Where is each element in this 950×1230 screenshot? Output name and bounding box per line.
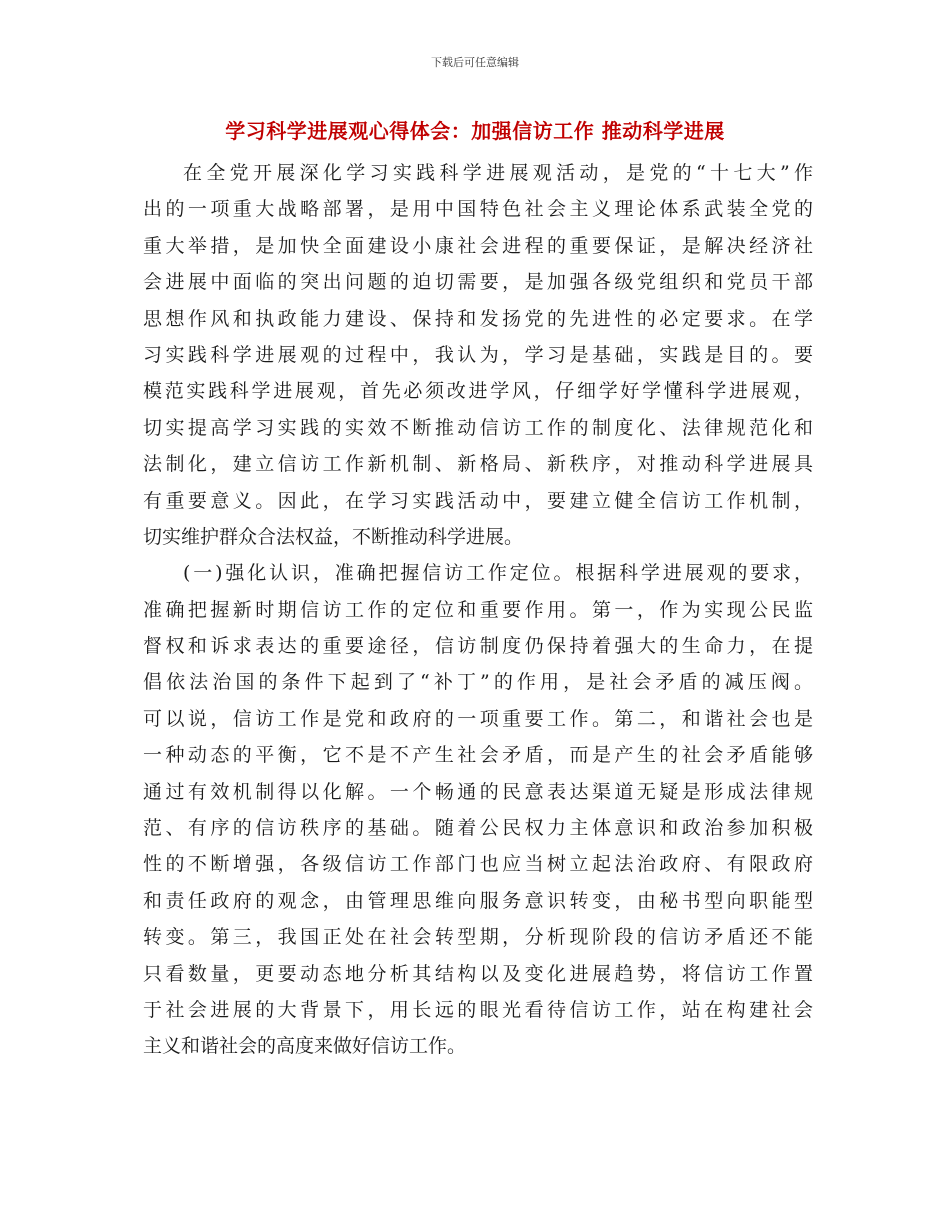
paragraph-1-line: 重大举措，是加快全面建设小康社会进程的重要保证，是解决经济社	[143, 234, 813, 257]
paragraph-1-line: 模范实践科学进展观，首先必须改进学风，仔细学好学懂科学进展观，	[143, 380, 813, 403]
paragraph-1-line: 切实维护群众合法权益，不断推动科学进展。	[143, 525, 524, 548]
paragraph-2-line: 于社会进展的大背景下，用长远的眼光看待信访工作，站在构建社会	[143, 998, 813, 1021]
paragraph-1-line: 在全党开展深化学习实践科学进展观活动，是党的“十七大”作	[183, 162, 813, 184]
paragraph-1-line: 切实提高学习实践的实效不断推动信访工作的制度化、法律规范化和	[143, 416, 813, 439]
paragraph-2-line: 可以说，信访工作是党和政府的一项重要工作。第二，和谐社会也是	[143, 707, 813, 730]
paragraph-2-line: 范、有序的信访秩序的基础。随着公民权力主体意识和政治参加积极	[143, 817, 813, 840]
paragraph-1-line: 会进展中面临的突出问题的迫切需要，是加强各级党组织和党员干部	[143, 271, 813, 294]
paragraph-2-line: 准确把握新时期信访工作的定位和重要作用。第一，作为实现公民监	[143, 598, 813, 621]
paragraph-1-line: 习实践科学进展观的过程中，我认为，学习是基础，实践是目的。要	[143, 343, 813, 366]
paragraph-2-line: 一种动态的平衡，它不是不产生社会矛盾，而是产生的社会矛盾能够	[143, 744, 813, 767]
paragraph-1-line: 出的一项重大战略部署，是用中国特色社会主义理论体系武装全党的	[143, 198, 813, 221]
paragraph-1-line: 思想作风和执政能力建设、保持和发扬党的先进性的必定要求。在学	[143, 307, 813, 330]
paragraph-2-line: 性的不断增强，各级信访工作部门也应当树立起法治政府、有限政府	[143, 853, 813, 876]
paragraph-1-line: 有重要意义。因此，在学习实践活动中，要建立健全信访工作机制，	[143, 489, 813, 512]
paragraph-2-line: 转变。第三，我国正处在社会转型期，分析现阶段的信访矛盾还不能	[143, 926, 813, 949]
document-title: 学习科学进展观心得体会：加强信访工作 推动科学进展	[225, 119, 725, 143]
document-body	[143, 155, 813, 1065]
paragraph-2-line: (一)强化认识，准确把握信访工作定位。根据科学进展观的要求，	[183, 562, 813, 585]
paragraph-2-line: 通过有效机制得以化解。一个畅通的民意表达渠道无疑是形成法律规	[143, 780, 813, 803]
paragraph-1-line: 法制化，建立信访工作新机制、新格局、新秩序，对推动科学进展具	[143, 453, 813, 476]
paragraph-2-line: 只看数量，更要动态地分析其结构以及变化进展趋势，将信访工作置	[143, 962, 813, 985]
paragraph-2-line: 倡依法治国的条件下起到了“补丁”的作用，是社会矛盾的减压阀。	[143, 671, 813, 694]
paragraph-2-line: 主义和谐社会的高度来做好信访工作。	[143, 1035, 467, 1058]
paragraph-2-line: 和责任政府的观念，由管理思维向服务意识转变，由秘书型向职能型	[143, 889, 813, 912]
header-note: 下载后可任意编辑	[431, 56, 519, 69]
paragraph-2-line: 督权和诉求表达的重要途径，信访制度仍保持着强大的生命力，在提	[143, 635, 813, 658]
